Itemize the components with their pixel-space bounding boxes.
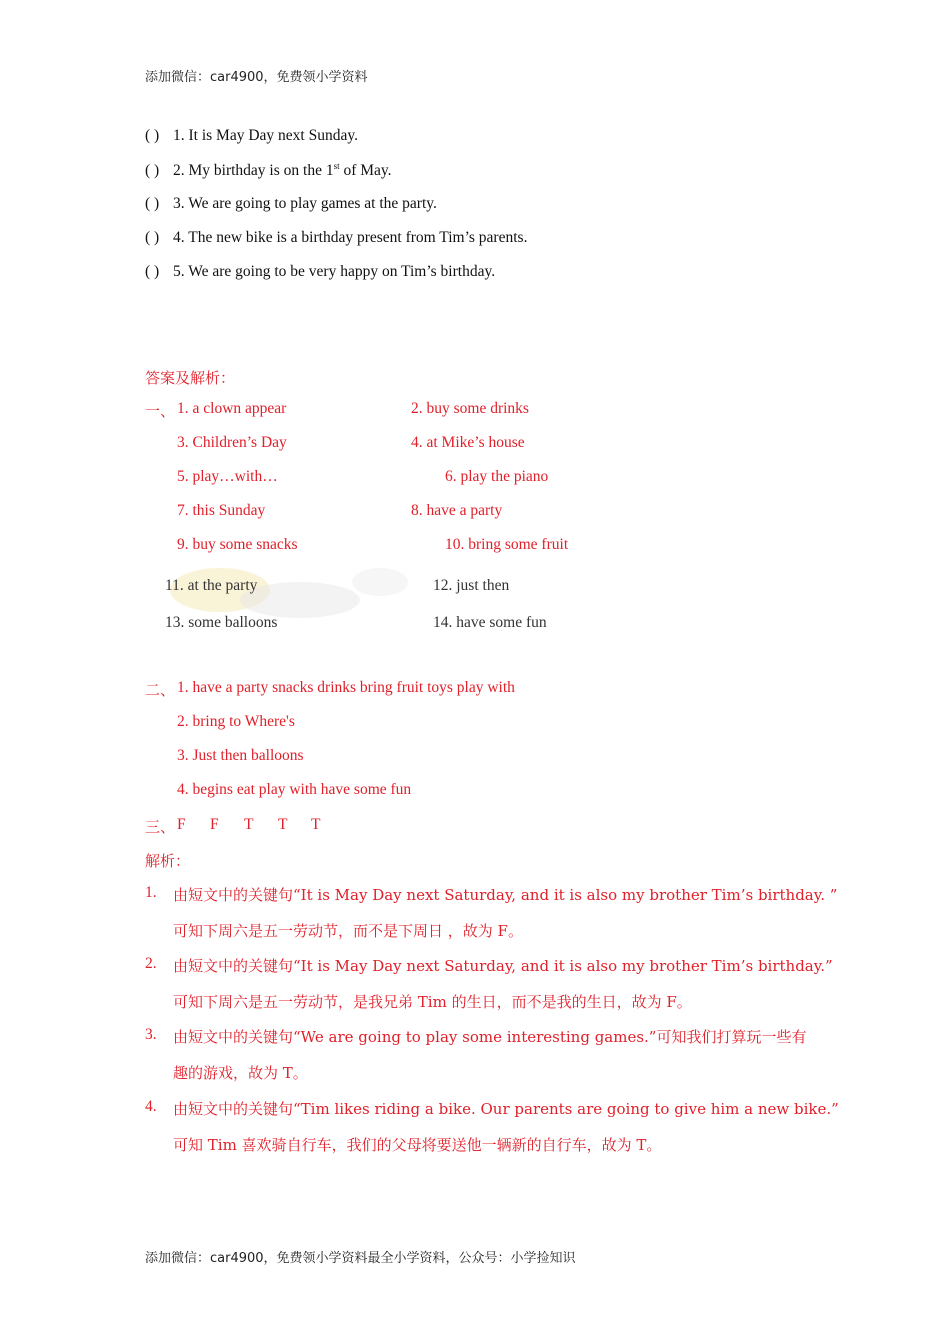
question-1: ( ) 1. It is May Day next Sunday. [145,127,358,144]
part3-answer: F [210,816,219,833]
part1-item: 8. have a party [411,502,503,519]
analysis-number: 3. [145,1026,157,1043]
question-2: ( ) 2. My birthday is on the 1st of May. [145,161,392,180]
part2-line: 2. bring to Where's [177,713,295,730]
part1-scanned-item: 11. at the party [165,577,258,594]
question-5: ( ) 5. We are going to be very happy on Tim’s birthday. [145,263,496,280]
part1-item: 5. play…with… [177,468,278,485]
page-header: 添加微信：car4900，免费领小学资料 [145,70,368,85]
question-4: ( ) 4. The new bike is a birthday present from Tim’s parents. [145,229,528,246]
answer-blank[interactable]: ( ) [145,127,160,144]
answer-blank[interactable]: ( ) [145,195,160,212]
part1-label: 一、 [145,402,176,420]
analysis-line: 由短文中的关键句“We are going to play some interesting games.”可知我们打算玩一些有 [173,1028,807,1046]
answer-blank[interactable]: ( ) [145,263,160,280]
part1-item: 10. bring some fruit [445,536,569,553]
page-footer: 添加微信：car4900，免费领小学资料最全小学资料，公众号：小学捡知识 [145,1251,576,1266]
answer-blank[interactable]: ( ) [145,162,160,180]
analysis-line: 可知下周六是五一劳动节，而不是下周日 ，故为 F。 [173,922,523,940]
analysis-line: 由短文中的关键句“Tim likes riding a bike. Our parents are going to give him a new bike.” [173,1100,839,1118]
question-3: ( ) 3. We are going to play games at the party. [145,195,437,212]
analysis-line: 可知 Tim 喜欢骑自行车，我们的父母将要送他一辆新的自行车，故为 T。 [173,1136,662,1154]
part2-line: 3. Just then balloons [177,747,304,764]
part3-answer: F [177,816,186,833]
part1-scanned-item: 12. just then [433,577,510,594]
analysis-number: 2. [145,955,157,972]
analysis-line: 趣的游戏，故为 T。 [173,1064,308,1082]
part1-item: 6. play the piano [445,468,549,485]
analysis-line: 可知下周六是五一劳动节，是我兄弟 Tim 的生日，而不是我的生日，故为 F。 [173,993,692,1011]
part1-item: 1. a clown appear [177,400,287,417]
part2-line: 4. begins eat play with have some fun [177,781,412,798]
part3-label: 三、 [145,818,176,836]
analysis-line: 由短文中的关键句“It is May Day next Saturday, and it is also my brother Tim’s birthday. ” [173,886,838,904]
answer-blank[interactable]: ( ) [145,229,160,246]
part1-item: 7. this Sunday [177,502,266,519]
part2-line: 1. have a party snacks drinks bring fruit toys play with [177,679,515,696]
analysis-number: 4. [145,1098,157,1115]
part2-label: 二、 [145,681,176,699]
part3-answer: T [244,816,254,833]
part1-scanned-item: 14. have some fun [433,614,547,631]
part1-scanned-item: 13. some balloons [165,614,278,631]
part1-item: 2. buy some drinks [411,400,529,417]
answers-title: 答案及解析： [145,369,236,387]
part3-answer: T [311,816,321,833]
part1-item: 9. buy some snacks [177,536,298,553]
analysis-title: 解析： [145,852,191,870]
analysis-number: 1. [145,884,157,901]
part1-item: 3. Children’s Day [177,434,287,451]
part1-item: 4. at Mike’s house [411,434,525,451]
analysis-line: 由短文中的关键句“It is May Day next Saturday, and it is also my brother Tim’s birthday.” [173,957,833,975]
part3-answer: T [278,816,288,833]
